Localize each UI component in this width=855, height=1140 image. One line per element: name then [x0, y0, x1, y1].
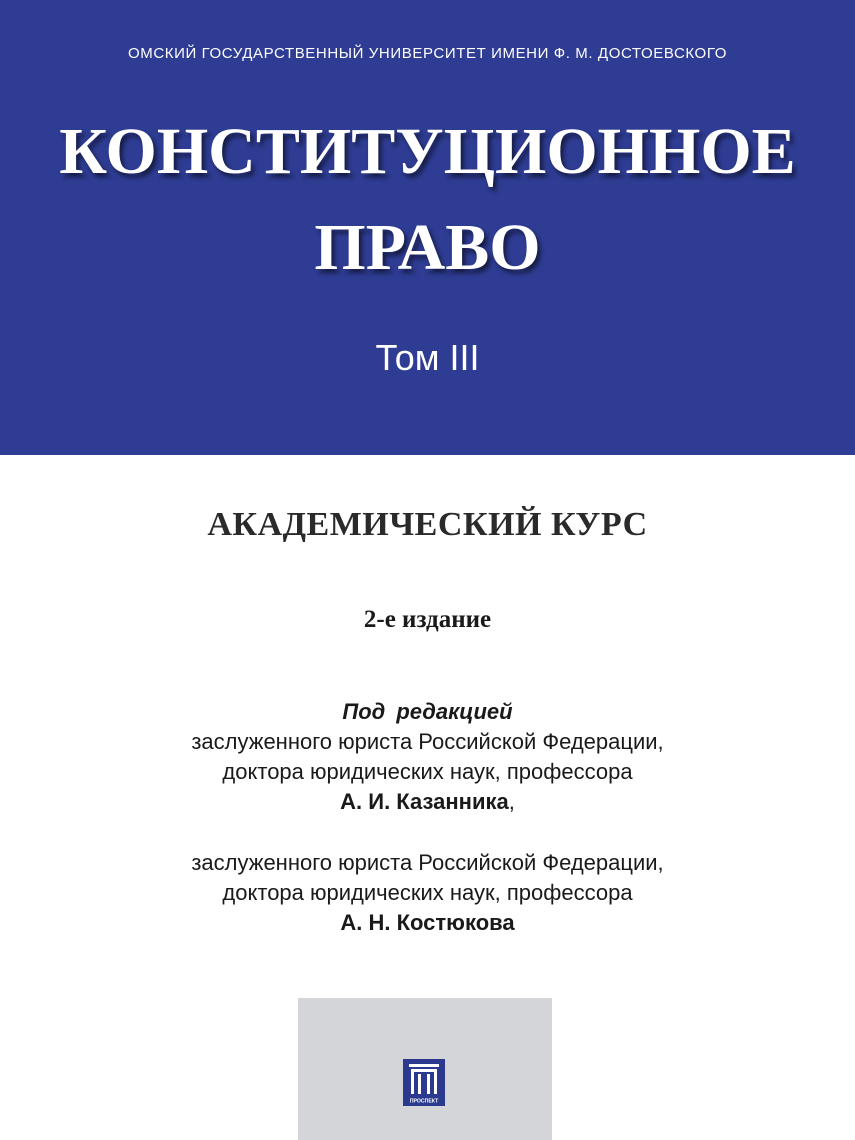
editors-spacer	[0, 817, 855, 848]
editor2-name: А. Н. Костюкова	[340, 910, 515, 935]
editor1-title-line1: заслуженного юриста Российской Федерации,	[191, 729, 664, 754]
editor1-name: А. И. Казанника	[340, 789, 509, 814]
publisher-logo-text: ПРОСПЕКТ	[409, 1098, 439, 1105]
editor1-title-line2: доктора юридических наук, профессора	[222, 759, 633, 784]
publisher-panel	[298, 998, 552, 1140]
university-name: ОМСКИЙ ГОСУДАРСТВЕННЫЙ УНИВЕРСИТЕТ ИМЕНИ Ф. М. ДОСТОЕВСКОГО	[128, 45, 727, 62]
editor2-title-line2: доктора юридических наук, профессора	[222, 880, 633, 905]
edition-label: 2-е издание	[363, 606, 492, 633]
editors-intro: Под редакцией	[342, 699, 513, 724]
book-title-line2: ПРАВО	[314, 211, 541, 284]
editor1-name-line	[0, 787, 855, 817]
course-subtitle: АКАДЕМИЧЕСКИЙ КУРС	[207, 506, 648, 543]
editors-block	[0, 697, 855, 938]
prospekt-logo-icon	[403, 1059, 445, 1106]
cover-top-band	[0, 0, 855, 455]
book-title-line1: КОНСТИТУЦИОННОЕ	[59, 115, 796, 188]
volume-label: Том III	[375, 337, 480, 378]
editor2-title-line1: заслуженного юриста Российской Федерации,	[191, 850, 664, 875]
editor1-comma: ,	[508, 789, 515, 814]
